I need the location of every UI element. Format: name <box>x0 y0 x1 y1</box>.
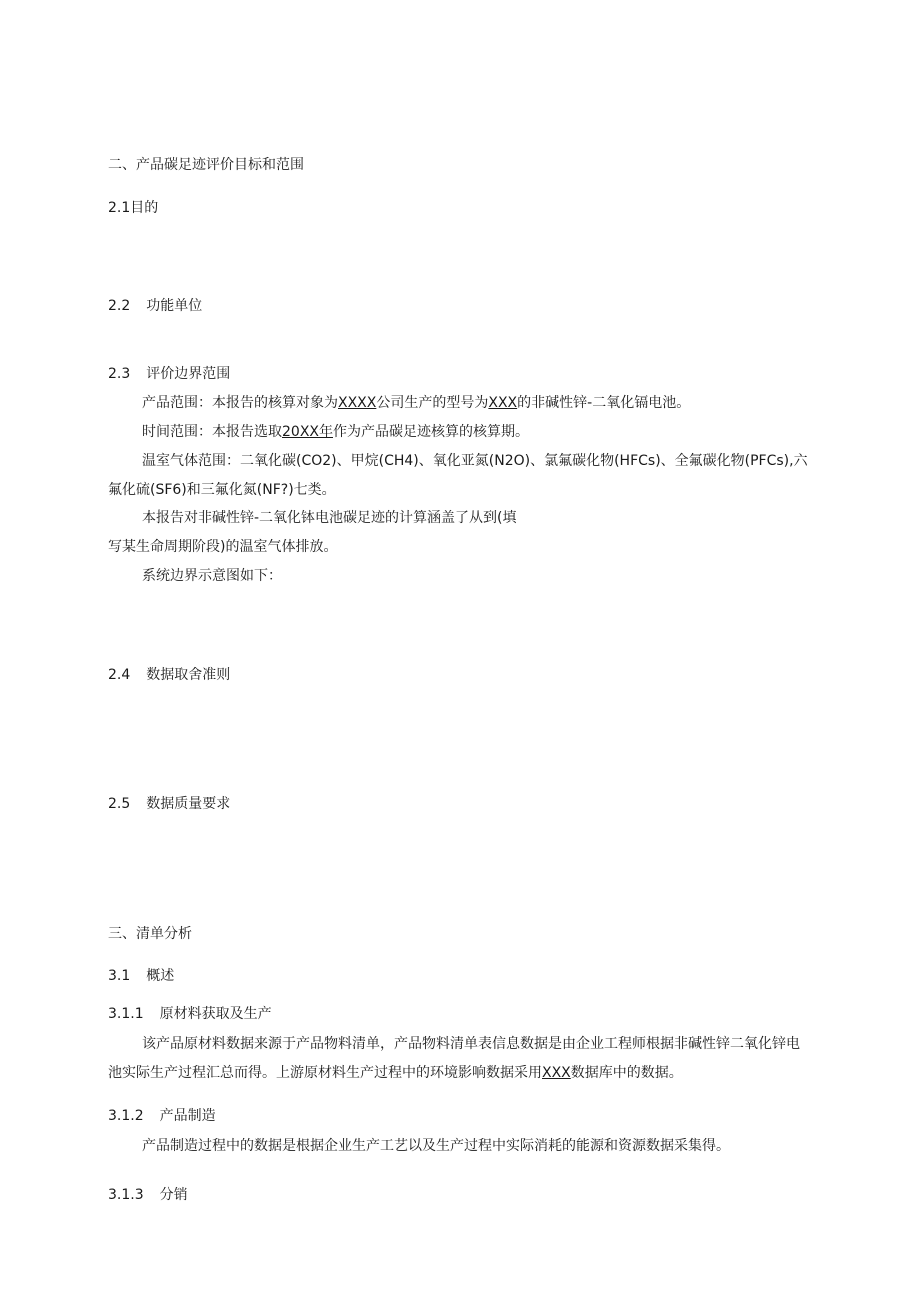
heading-title: 数据取舍准则 <box>146 667 231 683</box>
heading-3-1 <box>108 966 174 986</box>
text: 时间范围：本报告选取 <box>142 424 282 440</box>
year-placeholder: 20XX年 <box>282 424 333 440</box>
heading-title: 概述 <box>146 968 175 984</box>
section-3-heading: 三、清单分析 <box>108 926 192 942</box>
coverage-line-2: 写某生命周期阶段)的温室气体排放。 <box>108 539 338 555</box>
manufacturing-paragraph: 产品制造过程中的数据是根据企业生产工艺以及生产过程中实际消耗的能源和资源数据采集得。 <box>142 1138 730 1154</box>
model-placeholder: XXX <box>488 395 518 411</box>
text: 作为产品碳足迹核算的核算期。 <box>333 424 529 440</box>
heading-3-1-3 <box>108 1185 188 1205</box>
database-placeholder: XXX <box>542 1065 571 1081</box>
heading-title: 数据质量要求 <box>146 796 231 812</box>
diagram-caption: 系统边界示意图如下： <box>142 568 282 584</box>
text: 数据库中的数据。 <box>570 1065 683 1081</box>
heading-number: 2.2 <box>108 298 131 314</box>
heading-number: 2.5 <box>108 796 131 812</box>
heading-3-1-2 <box>108 1106 216 1126</box>
raw-material-line-2 <box>108 1063 683 1083</box>
raw-material-line-1: 该产品原材料数据来源于产品物料清单，产品物料清单表信息数据是由企业工程师根据非碱性锌二氧化锌电 <box>142 1036 800 1052</box>
heading-2-1 <box>108 198 158 218</box>
heading-number: 3.1.3 <box>108 1187 144 1203</box>
heading-title: 功能单位 <box>146 298 203 314</box>
text: 池实际生产过程汇总而得。上游原材料生产过程中的环境影响数据采用 <box>108 1065 542 1081</box>
text: 的非碱性锌-二氧化镉电池。 <box>517 395 691 411</box>
heading-2-3 <box>108 364 230 384</box>
heading-3-1-1 <box>108 1004 272 1024</box>
heading-title: 产品制造 <box>159 1108 216 1124</box>
heading-number: 3.1.2 <box>108 1108 144 1124</box>
ghg-scope-line-1: 温室气体范围：二氧化碳(CO2)、甲烷(CH4)、氧化亚氮(N2O)、氯氟碳化物(HFCs)、全氟碳化物(PFCs),六 <box>142 453 808 469</box>
section-2-heading: 二、产品碳足迹评价目标和范围 <box>108 157 304 173</box>
heading-number: 2.3 <box>108 366 131 382</box>
heading-title: 原材料获取及生产 <box>159 1006 272 1022</box>
heading-title: 目的 <box>130 200 159 216</box>
heading-number: 2.4 <box>108 667 131 683</box>
heading-number: 2.1 <box>108 200 131 216</box>
heading-2-4 <box>108 665 230 685</box>
product-scope-paragraph <box>142 393 690 413</box>
heading-2-5 <box>108 794 230 814</box>
heading-number: 3.1 <box>108 968 131 984</box>
time-scope-paragraph <box>142 422 529 442</box>
coverage-line-1: 本报告对非碱性锌-二氧化钵电池碳足迹的计算涵盖了从到(填 <box>142 510 517 526</box>
heading-title: 分销 <box>159 1187 188 1203</box>
heading-title: 评价边界范围 <box>146 366 231 382</box>
ghg-scope-line-2: 氟化硫(SF6)和三氟化氮(NF?)七类。 <box>108 482 336 498</box>
text: 公司生产的型号为 <box>376 395 489 411</box>
company-placeholder: XXXX <box>338 395 377 411</box>
text: 产品范围：本报告的核算对象为 <box>142 395 338 411</box>
heading-2-2 <box>108 296 202 316</box>
heading-number: 3.1.1 <box>108 1006 144 1022</box>
